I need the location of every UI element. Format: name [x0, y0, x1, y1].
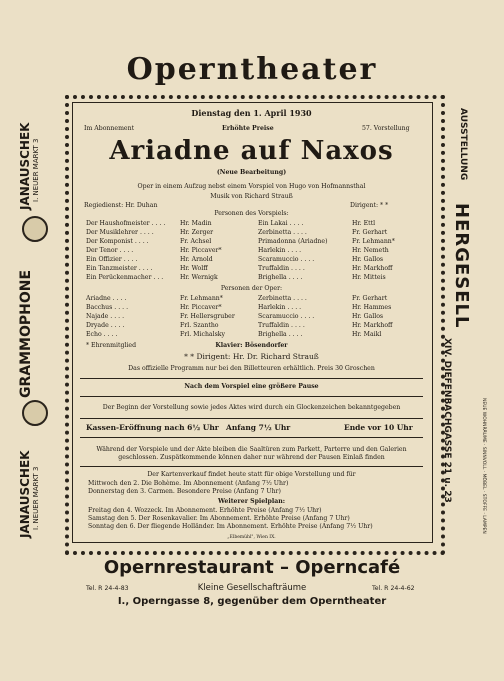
divider [80, 418, 423, 419]
right-advertisement [440, 98, 500, 548]
cast-role: Der Musiklehrer . . . . [86, 229, 154, 236]
cast-singer: Frl. Szantho [180, 322, 219, 329]
record-icon [22, 400, 48, 426]
cast-role: Truffaldin . . . . [258, 265, 305, 272]
cast-role: Primadonna (Ariadne) [258, 238, 328, 245]
cast-role: Truffaldin . . . . [258, 322, 305, 329]
performance-date: Dienstag den 1. April 1930 [191, 108, 312, 118]
cast-singer: Fr. Hellersgruber [180, 313, 235, 320]
rooms-note: Kleine Gesellschafträume [197, 583, 307, 593]
restaurant-name: Opernrestaurant – Operncafé [103, 557, 401, 578]
cast-singer: Hr. Zerger [180, 229, 214, 236]
pause-note: Nach dem Vorspiel eine größere Pause [184, 383, 319, 390]
cast-role: Harlekin . . . . [258, 247, 302, 254]
cast-role: Der Tenor . . . . [86, 247, 134, 254]
cast-singer: Hr. Madin [180, 220, 212, 227]
cast-role: Ein Offizier . . . . [86, 256, 138, 263]
end-time: Ende vor 10 Uhr [344, 423, 413, 432]
cast-singer: Hr. Wolff [180, 265, 208, 272]
start-note: Der Beginn der Vorstellung sowie jedes Aktes wird durch ein Glockenzeichen bekanntgegeben [102, 404, 401, 411]
card-sale-note: Der Kartenverkauf findet heute statt für obige Vorstellung und für [147, 471, 356, 478]
cast-singer: Frl. Michalsky [180, 331, 226, 338]
cast-role: Harlekin . . . . [258, 304, 302, 311]
ad-hergesell-address: XIV. DIEFENBACHGASSE 21 u. 23 [442, 338, 452, 503]
subscription-label: Im Abonnement [84, 125, 135, 132]
cast-singer: Hr. Nemeth [352, 247, 389, 254]
cast-role: Der Haushofmeister . . . . [86, 220, 166, 227]
doors-note-1: Während der Vorspiele und der Akte bleiben die Saaltüren zum Parkett, Parterre und den Galerien [96, 446, 407, 453]
divider [80, 396, 423, 397]
printer-credit: „Elbemühl", Wien IX. [227, 535, 276, 540]
ad-side-note: NEUE WOHNRÄUME · SINNVOLL · MÖBEL · STOFFE · LAMPEN [481, 398, 486, 534]
conductor-line: * * Dirigent: Hr. Dr. Richard Strauß [184, 352, 319, 361]
opera-subtitle: Oper in einem Aufzug nebst einem Vorspiel von Hugo von Hofmannsthal [137, 183, 366, 190]
cast-singer: Hr. Gallos [352, 313, 384, 320]
cast-role: Scaramuccio . . . . [258, 313, 315, 320]
left-advertisement [2, 98, 64, 548]
cast-singer: Hr. Hammes [352, 304, 392, 311]
cast-role: Najade . . . . [86, 313, 125, 320]
cast-singer: Hr. Piccaver* [180, 304, 222, 311]
cast-singer: Fr. Gerhart [352, 295, 388, 302]
schedule-item: Freitag den 4. Wozzeck. Im Abonnement. Erhöhte Preise (Anfang 7½ Uhr) [88, 507, 322, 514]
ad-address-bottom: I. NEUER MARKT 3 [32, 466, 40, 530]
cast-singer: Fr. Achsel [180, 238, 212, 245]
cast-singer: Hr. Mitteis [352, 274, 386, 281]
cast-role: Brighella . . . . [258, 274, 303, 281]
ad-grammophone: GRAMMOPHONE [18, 269, 34, 398]
conductor-label: Dirigent: * * [350, 202, 389, 209]
cast-role: Ein Lakai . . . . [258, 220, 304, 227]
cast-role: Der Komponist . . . . [86, 238, 149, 245]
cast-singer: Hr. Markhoff [352, 265, 393, 272]
director-credit: Regiedienst: Hr. Duhan [84, 202, 158, 209]
cast-singer: Hr. Arnold [180, 256, 213, 263]
divider [80, 437, 423, 438]
cast-singer: Hr. Gallos [352, 256, 384, 263]
doors-note-2: geschlossen. Zuspätkommende können daher nur während der Pausen Einlaß finden [118, 454, 385, 461]
cast-singer: Hr. Markhoff [352, 322, 393, 329]
prelude-heading: Personen des Vorspiels: [214, 210, 289, 217]
opera-heading: Personen der Oper: [220, 285, 283, 292]
schedule-item: Sonntag den 6. Der fliegende Holländer. Im Abonnement. Erhöhte Preise (Anfang 7½ Uhr) [88, 523, 373, 530]
cast-role: Echo . . . . [86, 331, 118, 338]
ad-brand-top: JANAUSCHEK [18, 122, 32, 210]
music-credit: Musik von Richard Strauß [210, 193, 293, 200]
cast-role: Zerbinetta . . . . [258, 295, 307, 302]
upcoming-2: Donnerstag den 3. Carmen. Besondere Preise (Anfang 7 Uhr) [88, 488, 281, 495]
cast-role: Dryade . . . . [86, 322, 125, 329]
cast-singer: Fr. Lehmann* [352, 238, 395, 245]
cast-singer: Fr. Gerhart [352, 229, 388, 236]
ad-brand-bottom: JANAUSCHEK [18, 450, 32, 538]
cast-singer: Hr. Maikl [352, 331, 382, 338]
ad-address-top: I. NEUER MARKT 3 [32, 138, 40, 202]
cast-role: Zerbinetta . . . . [258, 229, 307, 236]
tel-right: Tel. R 24-4-62 [372, 585, 415, 592]
cast-role: Scaramuccio . . . . [258, 256, 315, 263]
performance-number: 57. Vorstellung [362, 125, 410, 132]
opera-edition: (Neue Bearbeitung) [216, 169, 287, 176]
program-note: Das offizielle Programm nur bei den Billetteuren erhältlich. Preis 30 Groschen [128, 365, 375, 372]
schedule-item: Samstag den 5. Der Rosenkavalier. Im Abonnement. Erhöhte Preise (Anfang 7 Uhr) [88, 515, 350, 522]
box-office-time: Kassen-Eröffnung nach 6½ Uhr [86, 423, 219, 432]
divider [80, 466, 423, 467]
ad-exhibition: AUSSTELLUNG [458, 108, 468, 181]
restaurant-address: I., Operngasse 8, gegenüber dem Operntheater [117, 596, 387, 607]
piano-note: Klavier: Bösendorfer [215, 342, 288, 349]
cast-singer: Fr. Lehmann* [180, 295, 223, 302]
page-title: Operntheater [126, 52, 378, 87]
cast-singer: Hr. Ettl [352, 220, 376, 227]
cast-singer: Hr. Wernigk [180, 274, 218, 281]
opera-title: Ariadne auf Naxos [109, 136, 394, 166]
start-time: Anfang 7½ Uhr [226, 423, 291, 432]
divider [80, 378, 423, 379]
cast-role: Brighella . . . . [258, 331, 303, 338]
cast-role: Ariadne . . . . [86, 295, 127, 302]
upcoming-1: Mittwoch den 2. Die Bohème. Im Abonnement (Anfang 7½ Uhr) [88, 480, 289, 487]
tel-left: Tel. R 24-4-83 [86, 585, 129, 592]
cast-singer: Hr. Piccaver* [180, 247, 222, 254]
cast-role: Ein Tanzmeister . . . . [86, 265, 153, 272]
prices-label: Erhöhte Preise [222, 125, 274, 132]
cast-role: Bacchus . . . . [86, 304, 129, 311]
cast-role: Ein Perückenmacher . . . [86, 274, 164, 281]
record-icon [22, 216, 48, 242]
schedule-heading: Weiterer Spielplan: [217, 498, 286, 505]
honorary-note: * Ehrenmitglied [86, 342, 137, 349]
ad-hergesell: HERGESELL [451, 203, 472, 329]
